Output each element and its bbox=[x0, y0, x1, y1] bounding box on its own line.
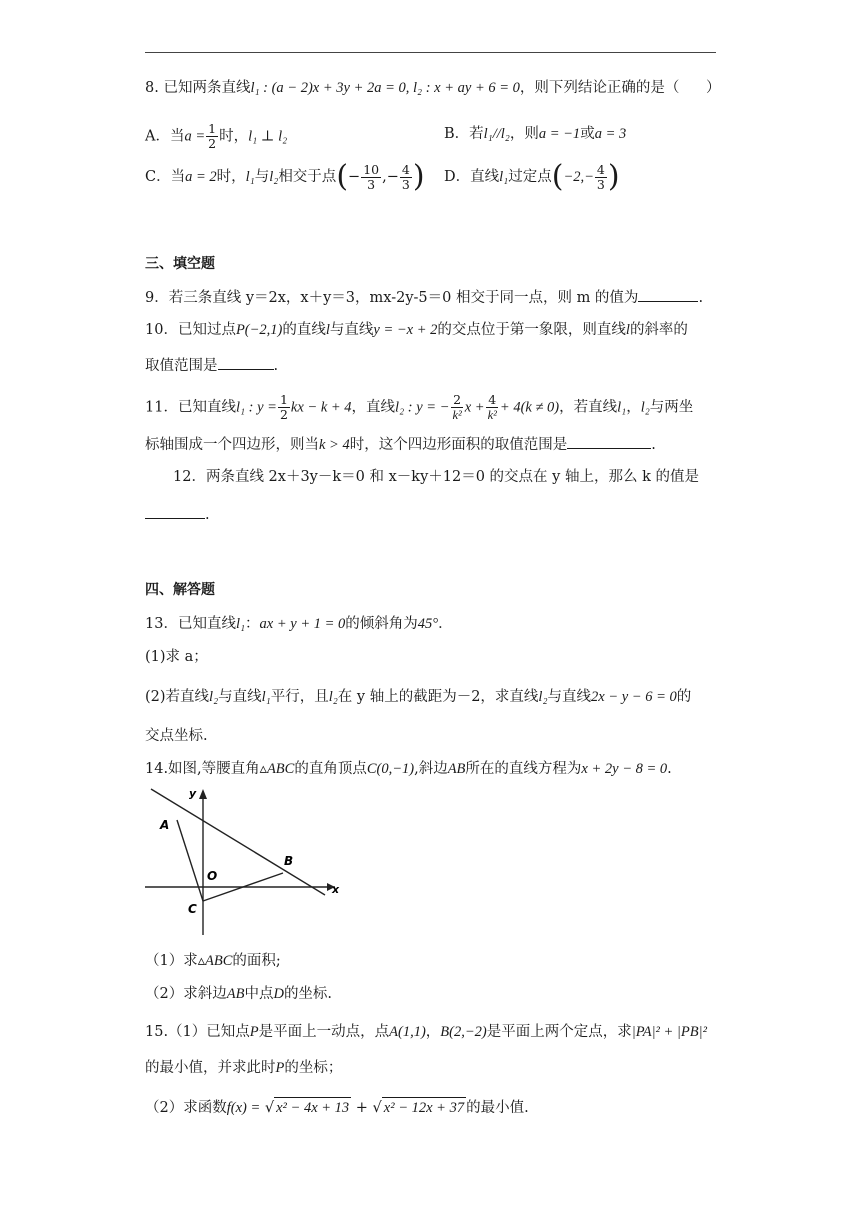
q14-1-tri: ▵ABC bbox=[197, 953, 233, 969]
opt-c-text2: 相交于点 bbox=[278, 169, 337, 185]
side-ac bbox=[177, 820, 203, 901]
opt-a-label: A．当 bbox=[145, 128, 185, 145]
q14-1-a: （1）求 bbox=[145, 953, 198, 969]
q14-1-c: 的面积; bbox=[232, 953, 281, 969]
section-fill-blank-title: 三、填空题 bbox=[145, 256, 215, 272]
q10-point: P(−2,1) bbox=[235, 322, 283, 338]
q14-2-ab: AB bbox=[226, 986, 245, 1002]
q13-2-c: 与直线 bbox=[218, 689, 262, 705]
q11-l1b: l₁ bbox=[617, 399, 627, 416]
q15-comma: ， bbox=[425, 1024, 441, 1040]
q15-line2 bbox=[145, 1058, 342, 1078]
q14-ab: AB bbox=[447, 761, 466, 777]
label-o: O bbox=[207, 869, 218, 883]
q14-text-a: 14.如图,等腰直角 bbox=[145, 761, 260, 777]
q13-colon: ： bbox=[245, 616, 260, 632]
opt-c-l1: l₁ bbox=[245, 169, 255, 185]
q13-2-a: (2)若直线 bbox=[145, 689, 210, 705]
opt-b-val1: a = −1 bbox=[538, 126, 581, 142]
frac-num: 4 bbox=[488, 392, 497, 407]
q15-2-f-text: 的最小值. bbox=[466, 1100, 529, 1116]
q13-2-e: 平行，且 bbox=[270, 689, 329, 705]
paren-close: ) bbox=[607, 159, 620, 194]
q13-2-g: 在 y 轴上的截距为－2，求直线 bbox=[337, 689, 539, 705]
q11-text-a: 11．已知直线 bbox=[145, 399, 236, 416]
frac-num: 1 bbox=[279, 392, 288, 407]
q8-paren-close: ） bbox=[706, 80, 721, 96]
frac-num: 2 bbox=[453, 392, 462, 407]
q11-line2-a: 标轴围成一个四边形，则当 bbox=[145, 437, 319, 453]
q13-2-l2c: l₂ bbox=[538, 689, 548, 705]
q15-part2: （2）求函数f(x) = √ x² − 4x + 13 + √ x² − 12x + 37 的最小值. bbox=[145, 1097, 529, 1118]
q9-text: 9．若三条直线 y＝2x，x＋y＝3，mx-2y-5＝0 相交于同一点，则 m 的值为 bbox=[145, 290, 639, 306]
q11-l2: l₂ : y = − bbox=[395, 399, 450, 416]
q14-2-c: 中点 bbox=[244, 986, 274, 1002]
q14-eq: x + 2y − 8 = 0 bbox=[581, 761, 668, 777]
triangle-figure bbox=[145, 785, 345, 940]
q10-text-i: 的斜率的 bbox=[629, 322, 688, 338]
q13-angle: 45° bbox=[417, 616, 439, 632]
q10-text-g: 的交点位于第一象限，则直线 bbox=[437, 322, 626, 338]
q10-blank bbox=[218, 355, 274, 370]
q11-text-d: ，直线 bbox=[351, 399, 396, 416]
q13-2-l2b: l₂ bbox=[328, 689, 338, 705]
opt-c-l2: l₂ bbox=[269, 169, 279, 185]
opt-b-val2: a = 3 bbox=[594, 126, 627, 142]
opt-c-and: 与 bbox=[254, 169, 270, 185]
q13-2-i: 与直线 bbox=[547, 689, 591, 705]
q11-l2-rest: + 4(k ≠ 0) bbox=[499, 399, 560, 416]
q11-line2-c: 时，这个四边形面积的取值范围是 bbox=[349, 437, 568, 453]
q15-p: P bbox=[249, 1024, 259, 1040]
q10 bbox=[145, 320, 688, 340]
frac-den: 3 bbox=[596, 176, 605, 192]
q10-text-a: 10．已知过点 bbox=[145, 322, 236, 338]
paren-open: ( bbox=[336, 159, 349, 194]
q8-option-a bbox=[145, 122, 287, 151]
opt-d-label: D．直线 bbox=[444, 169, 500, 185]
q15-2-a: （2）求函数 bbox=[145, 1100, 227, 1116]
frac-num: 10 bbox=[363, 161, 380, 177]
frac-den: 2 bbox=[208, 136, 217, 151]
q11-blank bbox=[567, 434, 651, 449]
q11-cond: k > 4 bbox=[319, 437, 350, 453]
q8-equations: l₁ : (a − 2)x + 3y + 2a = 0, l₂ : x + ay + 6 = 0 bbox=[250, 80, 520, 96]
q15-expr: |PA|² + |PB|² bbox=[631, 1024, 707, 1040]
q14-part2 bbox=[145, 984, 332, 1004]
opt-b-or: 或 bbox=[580, 126, 595, 142]
q13-text-a: 13．已知直线 bbox=[145, 616, 236, 632]
opt-b-label: B．若 bbox=[444, 126, 484, 142]
q14-2-d: D bbox=[273, 986, 284, 1002]
q11-frac2 bbox=[450, 393, 463, 422]
q10-line: y = −x + 2 bbox=[373, 322, 438, 338]
q15-line2-a: 的最小值，并求此时 bbox=[145, 1060, 276, 1076]
q11-l1: l₁ : y = bbox=[235, 399, 277, 416]
q15-a: A(1,1) bbox=[389, 1024, 426, 1040]
q13-part2 bbox=[145, 687, 691, 707]
y-axis-arrow bbox=[199, 789, 207, 799]
opt-c-frac1 bbox=[361, 163, 381, 192]
q11-l2b: l₂ bbox=[640, 399, 650, 416]
q10-text-e: 与直线 bbox=[329, 322, 374, 338]
q12-blank bbox=[145, 504, 205, 519]
q15-2-sqrt2: x² − 12x + 37 bbox=[382, 1097, 466, 1118]
q11-l1-rest: kx − k + 4 bbox=[290, 399, 352, 416]
q8-stem bbox=[145, 78, 679, 98]
q13-eq: ax + y + 1 = 0 bbox=[259, 616, 346, 632]
hypotenuse-line bbox=[151, 789, 325, 895]
q15-text-a: 15.（1）已知点 bbox=[145, 1024, 250, 1040]
frac-den: k² bbox=[452, 408, 462, 422]
opt-a-var: a = bbox=[184, 128, 206, 145]
q15-2-plus: + bbox=[355, 1100, 368, 1116]
opt-a-frac bbox=[206, 122, 218, 151]
label-y: y bbox=[189, 787, 197, 800]
section-answer-title: 四、解答题 bbox=[145, 582, 215, 598]
q14-point: C(0,−1) bbox=[366, 761, 415, 777]
label-x: x bbox=[332, 883, 340, 896]
q11-text-i: ，若直线 bbox=[559, 399, 618, 416]
q14-2-a: （2）求斜边 bbox=[145, 986, 227, 1002]
q14-tri: ▵ABC bbox=[259, 761, 295, 777]
q13-2-eq: 2x − y − 6 = 0 bbox=[591, 689, 677, 705]
q12-text: 12．两条直线 2x＋3y－k＝0 和 x－ky＋12＝0 的交点在 y 轴上，那么 k 的值是 bbox=[173, 469, 699, 485]
q9: 9．若三条直线 y＝2x，x＋y＝3，mx-2y-5＝0 相交于同一点，则 m 的值为 . bbox=[145, 287, 703, 308]
q11 bbox=[145, 393, 693, 422]
q10-text-c: 的直线 bbox=[282, 322, 326, 338]
opt-b-text: ，则 bbox=[509, 126, 539, 142]
frac-num: 1 bbox=[208, 121, 217, 136]
q12-line2: . bbox=[145, 504, 210, 525]
q13-period: ． bbox=[438, 616, 453, 632]
q9-blank bbox=[638, 287, 698, 302]
q8-stem-text-b: ，则下列结论正确的是（ bbox=[519, 80, 680, 96]
q10-line2-text: 取值范围是 bbox=[145, 358, 218, 374]
opt-d-frac bbox=[595, 163, 607, 192]
q13-2-l1: l₁ bbox=[261, 689, 271, 705]
opt-c-text: 时， bbox=[216, 169, 246, 185]
q14-text-e: ,斜边 bbox=[414, 761, 448, 777]
q11-text-m: 与两坐 bbox=[649, 399, 694, 416]
q8-option-b bbox=[444, 124, 626, 144]
q14-text-c: 的直角顶点 bbox=[294, 761, 367, 777]
q15 bbox=[145, 1022, 707, 1042]
q11-frac1 bbox=[278, 393, 290, 422]
q8-stem-text: 8. 已知两条直线 bbox=[145, 80, 251, 96]
q15-line2-c: 的坐标； bbox=[284, 1060, 343, 1076]
paren-open: ( bbox=[551, 159, 564, 194]
opt-d-x: −2,− bbox=[563, 169, 594, 185]
q11-line2: 标轴围成一个四边形，则当k > 4时，这个四边形面积的取值范围是 . bbox=[145, 434, 656, 455]
opt-a-cond: l₁ ⊥ l₂ bbox=[248, 128, 288, 145]
q11-x: x + bbox=[464, 399, 485, 416]
q10-l2: l bbox=[625, 322, 630, 338]
q13 bbox=[145, 614, 453, 634]
q10-line2: 取值范围是 . bbox=[145, 355, 278, 376]
opt-c-label: C．当 bbox=[145, 169, 186, 185]
q15-line2-p: P bbox=[275, 1060, 285, 1076]
frac-den: k² bbox=[487, 408, 497, 422]
q14-text-g: 所在的直线方程为 bbox=[465, 761, 582, 777]
opt-c-cond: a = 2 bbox=[185, 169, 217, 185]
opt-d-l1: l₁ bbox=[499, 169, 509, 185]
frac-num: 4 bbox=[596, 161, 605, 177]
q8-option-c: C．当a = 2时，l₁与l₂相交于点(− $\frac{10}{3}$ ,− $\frac{4}{3}$ ) bbox=[145, 159, 425, 194]
q14-period: . bbox=[667, 761, 672, 777]
q14-part1 bbox=[145, 951, 281, 971]
q13-part1: (1)求 a； bbox=[145, 649, 208, 665]
q15-text-c: 是平面上一动点，点 bbox=[258, 1024, 390, 1040]
header-rule bbox=[145, 52, 716, 53]
paren-close: ) bbox=[412, 159, 425, 194]
opt-b-cond: l₁//l₂ bbox=[483, 126, 510, 142]
opt-d-text: 过定点 bbox=[508, 169, 552, 185]
frac-den: 3 bbox=[367, 176, 376, 192]
q10-l: l bbox=[325, 322, 330, 338]
q13-2-l2: l₂ bbox=[209, 689, 219, 705]
q15-2-sqrt1: x² − 4x + 13 bbox=[274, 1097, 351, 1118]
frac-den: 3 bbox=[401, 176, 410, 192]
q11-comma: ， bbox=[626, 399, 641, 416]
frac-num: 4 bbox=[401, 161, 410, 177]
q13-text-e: 的倾斜角为 bbox=[345, 616, 418, 632]
opt-c-frac2 bbox=[400, 163, 412, 192]
q8-option-d bbox=[444, 159, 620, 194]
label-a: A bbox=[160, 818, 170, 832]
label-c: C bbox=[188, 902, 197, 916]
q13-part2-line2: 交点坐标. bbox=[145, 728, 208, 744]
q14 bbox=[145, 759, 672, 779]
label-b: B bbox=[284, 854, 294, 868]
q14-2-e: 的坐标. bbox=[283, 986, 333, 1002]
opt-a-text: 时， bbox=[219, 128, 249, 145]
q13-l1: l₁ bbox=[235, 616, 246, 632]
q15-b: B(2,−2) bbox=[440, 1024, 487, 1040]
q11-frac3 bbox=[486, 393, 499, 422]
q13-2-k: 的 bbox=[676, 689, 692, 705]
q15-2-f: f(x) = bbox=[226, 1100, 261, 1116]
q15-text-g: 是平面上两个定点，求 bbox=[486, 1024, 632, 1040]
frac-den: 2 bbox=[279, 407, 288, 422]
